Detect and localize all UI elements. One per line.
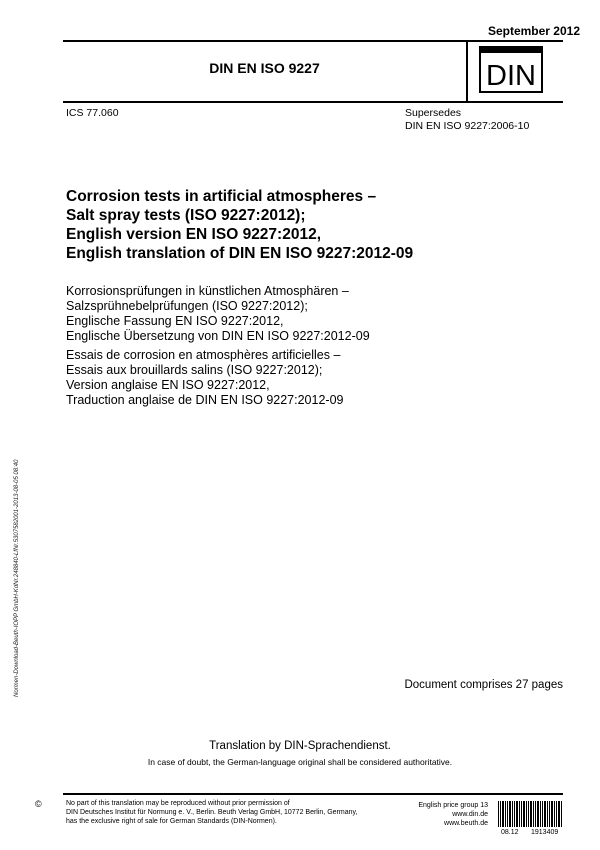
beuth-website-link[interactable]: www.beuth.de: [444, 820, 488, 827]
din-logo-icon: [479, 46, 543, 93]
title-en-line: Corrosion tests in artificial atmospheres –: [66, 188, 377, 205]
download-watermark: Normen-Download-Beuth-IOPP GmbH-KdNr.248840-LfNr.5307582001-2013-08-05 08:40: [14, 459, 20, 697]
title-en-line: English translation of DIN EN ISO 9227:2012-09: [66, 245, 414, 262]
title-de-line: Englische Fassung EN ISO 9227:2012,: [66, 314, 284, 328]
title-de-line: Korrosionsprüfungen in künstlichen Atmosphären –: [66, 284, 349, 298]
price-info: [400, 801, 488, 828]
title-en-line: English version EN ISO 9227:2012,: [66, 226, 322, 243]
header-divider: [466, 40, 468, 101]
supersedes-value: DIN EN ISO 9227:2006-10: [405, 120, 530, 132]
title-de-line: Salzsprühnebelprüfungen (ISO 9227:2012);: [66, 299, 308, 313]
price-group: English price group 13: [418, 802, 488, 809]
title-english: [66, 187, 566, 263]
barcode-icon: [498, 801, 563, 827]
legal-line: No part of this translation may be reproduced without prior permission of: [66, 800, 290, 807]
barcode-date: 08.12: [501, 829, 519, 836]
title-german: [66, 284, 370, 344]
logo-text: DIN: [486, 60, 536, 92]
footer-rule: [63, 793, 563, 795]
title-fr-line: Essais aux brouillards salins (ISO 9227:2012);: [66, 363, 323, 377]
header-bottom-rule: [63, 101, 563, 103]
header-top-rule: [63, 40, 563, 42]
supersedes-label: Supersedes: [405, 107, 462, 119]
title-de-line: Englische Übersetzung von DIN EN ISO 9227:2012-09: [66, 329, 370, 343]
copyright-icon: ©: [35, 799, 42, 809]
legal-notice: [66, 799, 386, 826]
title-en-line: Salt spray tests (ISO 9227:2012);: [66, 207, 306, 224]
title-fr-line: Traduction anglaise de DIN EN ISO 9227:2012-09: [66, 393, 344, 407]
title-fr-line: Version anglaise EN ISO 9227:2012,: [66, 378, 270, 392]
title-french: [66, 348, 343, 408]
document-number: DIN EN ISO 9227: [209, 60, 320, 76]
title-fr-line: Essais de corrosion en atmosphères artificielles –: [66, 348, 341, 362]
din-website-link[interactable]: www.din.de: [452, 811, 488, 818]
page-count: Document comprises 27 pages: [404, 679, 563, 691]
legal-line: has the exclusive right of sale for German Standards (DIN-Normen).: [66, 818, 277, 825]
ics-code: ICS 77.060: [66, 107, 119, 119]
barcode-number: 1913409: [531, 829, 559, 836]
supersedes-block: [405, 107, 529, 133]
authority-notice: In case of doubt, the German-language original shall be considered authoritative.: [147, 757, 453, 767]
translation-notice: Translation by DIN-Sprachendienst.: [209, 740, 391, 752]
legal-line: DIN Deutsches Institut für Normung e. V., Berlin. Beuth Verlag GmbH, 10772 Berlin, Germany,: [66, 809, 358, 816]
publication-date: September 2012: [487, 24, 580, 38]
